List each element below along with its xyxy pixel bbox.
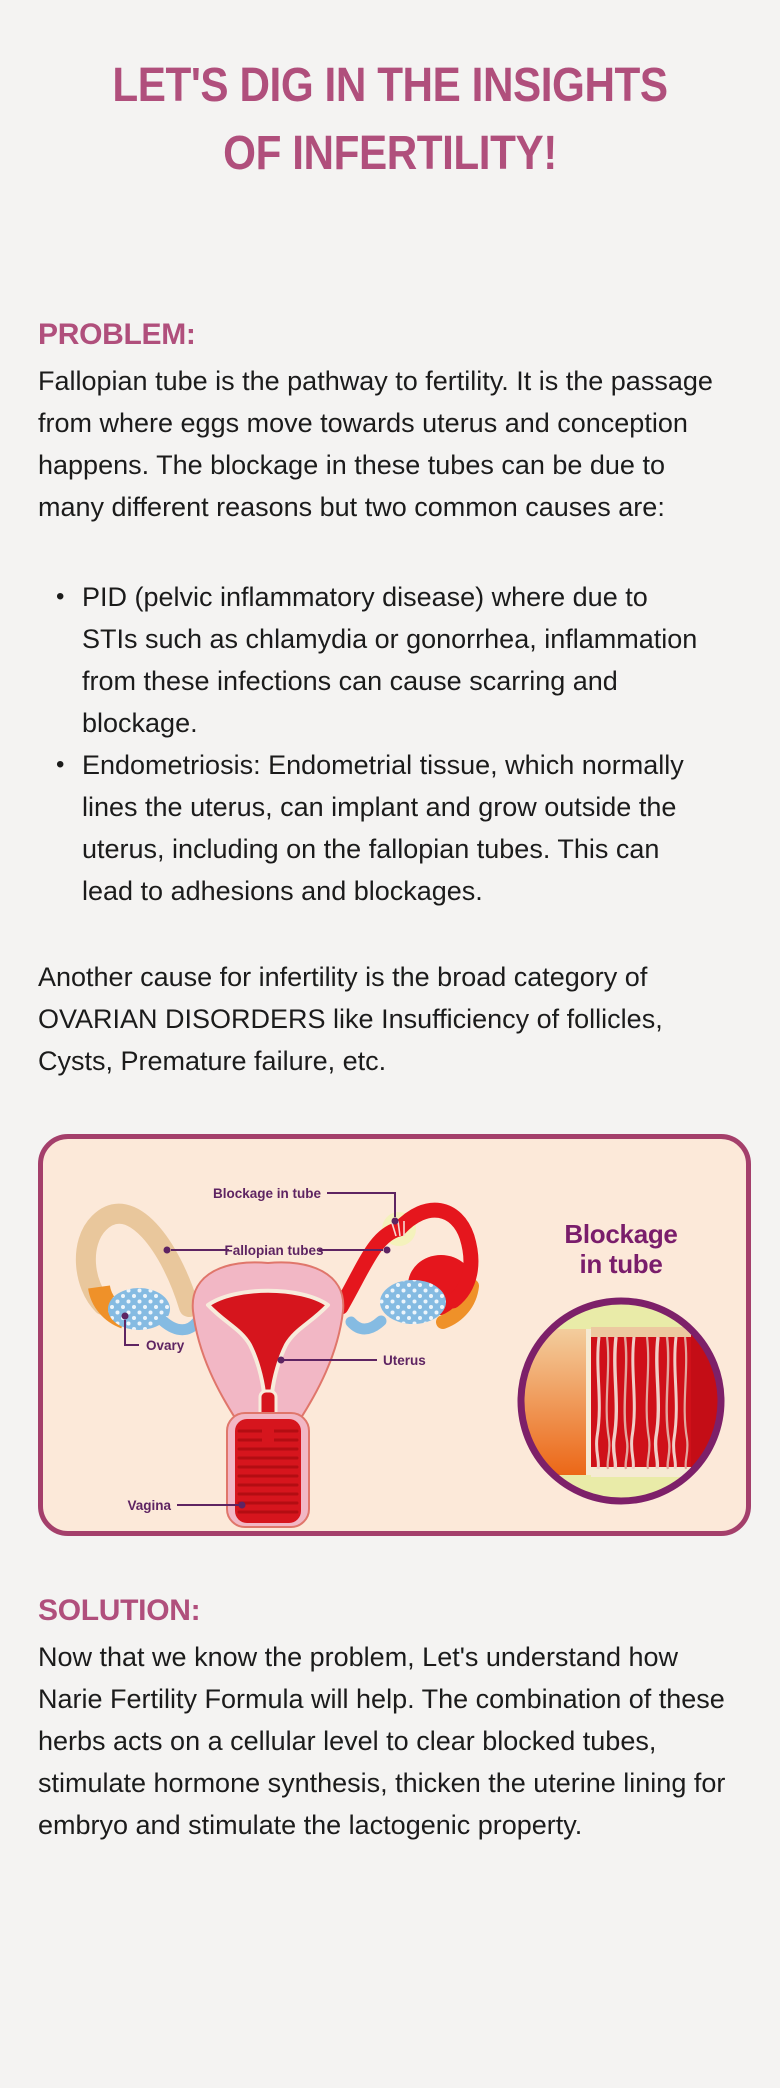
- page-title-line1: LET'S DIG IN THE INSIGHTS: [112, 59, 668, 112]
- label-ovary: Ovary: [146, 1338, 185, 1353]
- label-uterus: Uterus: [383, 1353, 426, 1368]
- label-vagina: Vagina: [127, 1498, 171, 1513]
- vagina-shape: [227, 1413, 309, 1527]
- problem-intro-paragraph: Fallopian tube is the pathway to fertility. It is the passage from where eggs move towards uterus and conception happens. The blockage in these tubes can be due to many different reasons but two common causes are:: [38, 366, 713, 522]
- bullet-item: • Endometriosis: Endometrial tissue, which normally lines the uterus, can implant and grow outside the uterus, including on the fallopian tubes. This can lead to adhesions and blockages.: [82, 744, 704, 912]
- uterus-shape: [193, 1262, 344, 1431]
- page-title-line2: OF INFERTILITY!: [223, 127, 557, 180]
- inset-title-line2: in tube: [579, 1249, 663, 1279]
- content: [38, 316, 742, 1846]
- blockage-inset: [513, 1301, 741, 1501]
- right-ovary: [351, 1280, 446, 1329]
- solution-paragraph: Now that we know the problem, Let's understand how Narie Fertility Formula will help. The combination of these herbs acts on a cellular level to clear blocked tubes, stimulate hormone synthesis, thicken the uterine lining for embryo and stimulate the lactogenic property.: [38, 1642, 726, 1840]
- solution-heading: SOLUTION:: [38, 1594, 201, 1627]
- anatomy-diagram: [43, 1139, 746, 1531]
- anatomy-diagram-card: [38, 1134, 751, 1536]
- problem-heading: PROBLEM:: [38, 318, 196, 351]
- problem-outro-paragraph: Another cause for infertility is the broad category of OVARIAN DISORDERS like Insufficiency of follicles, Cysts, Premature failure, etc.: [38, 962, 663, 1076]
- problem-bullet-list: [38, 576, 742, 912]
- label-fallopian-tubes: Fallopian tubes: [224, 1243, 324, 1258]
- inset-title-line1: Blockage: [564, 1219, 678, 1249]
- label-blockage-in-tube: Blockage in tube: [212, 1186, 321, 1201]
- page-title: [0, 52, 780, 188]
- bullet-item: • PID (pelvic inflammatory disease) where due to STIs such as chlamydia or gonorrhea, inflammation from these infections can cause scarring and blockage.: [82, 576, 704, 744]
